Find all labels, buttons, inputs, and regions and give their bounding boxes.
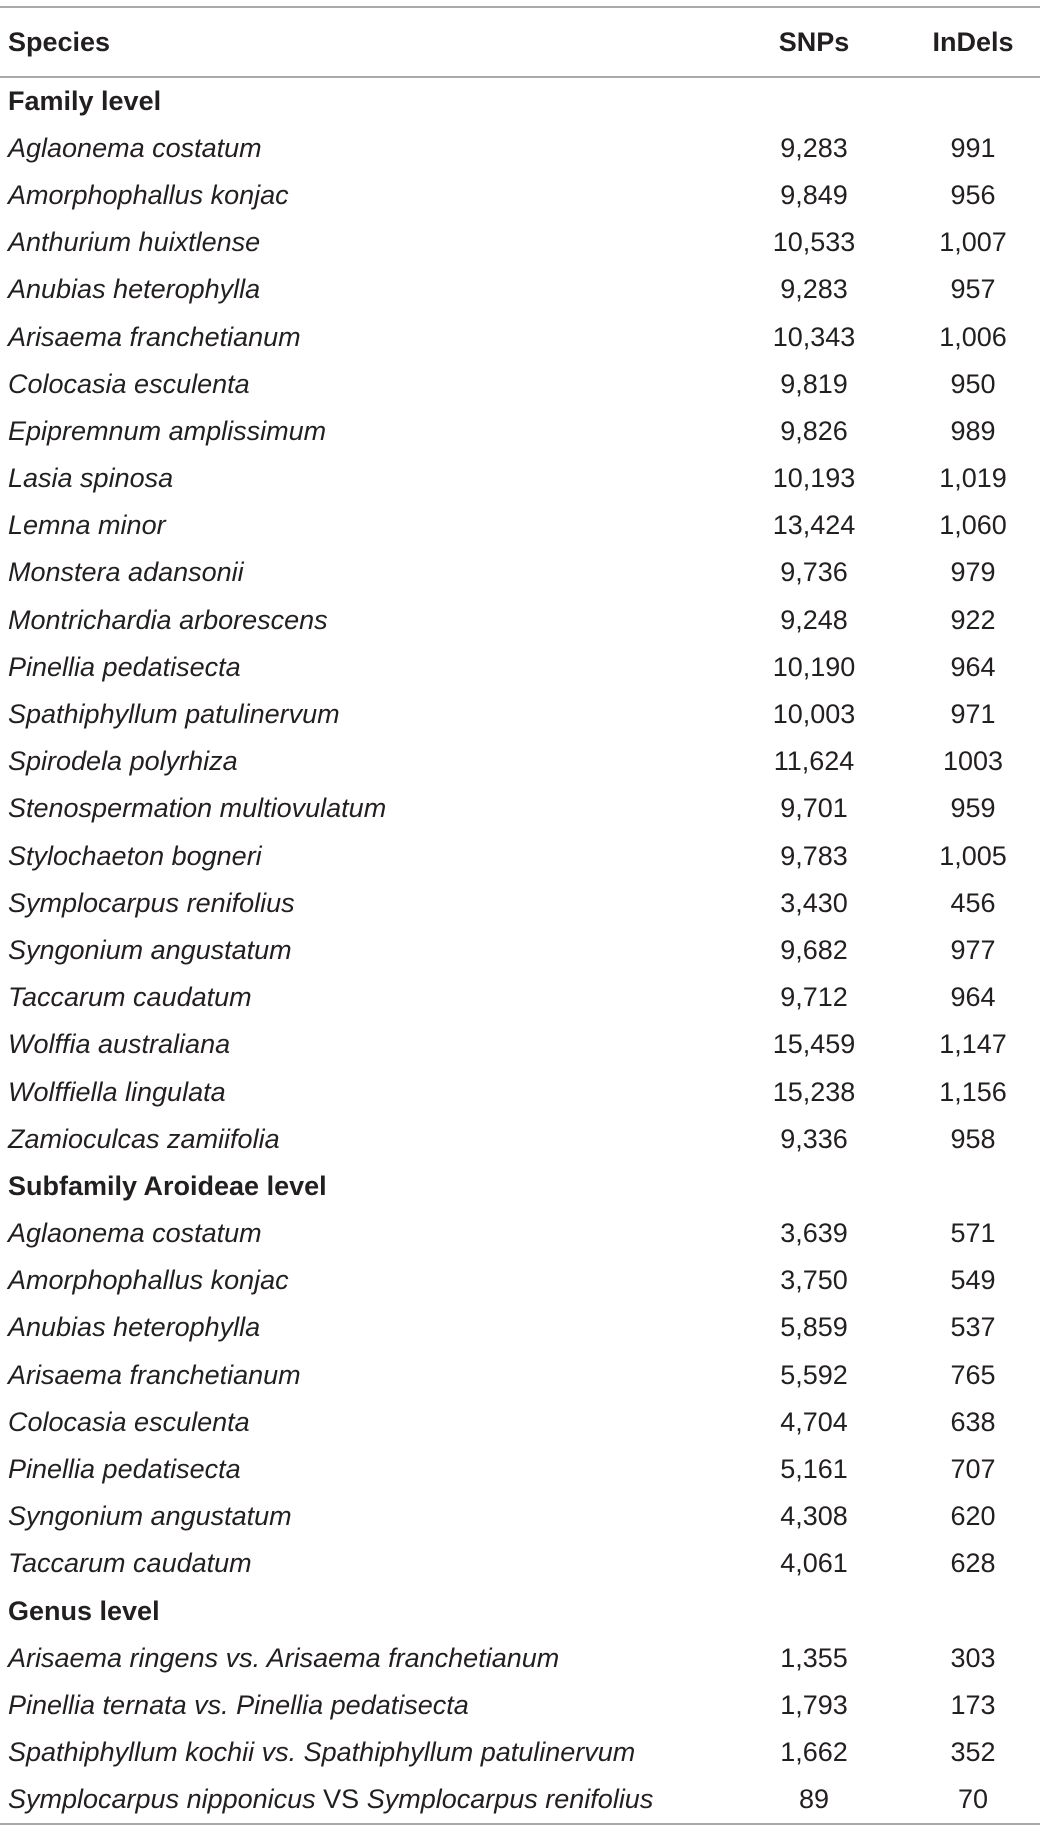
indels-cell: 989 (950, 415, 996, 446)
species-cell: Anubias heterophylla (8, 1312, 261, 1343)
table-row (0, 1021, 1040, 1068)
comparison-separator: VS (315, 1784, 367, 1815)
snps-cell: 10,193 (772, 463, 856, 494)
species-cell: Pinellia ternata vs. Pinellia pedatisecta (8, 1689, 469, 1720)
section-header-row (0, 78, 1040, 125)
table-row (0, 549, 1040, 596)
table-row (0, 1257, 1040, 1304)
section-title: Family level (8, 85, 162, 116)
indels-cell: 964 (950, 982, 996, 1013)
table-row (0, 455, 1040, 502)
snps-cell: 9,248 (780, 604, 848, 635)
species-cell: Lemna minor (8, 510, 166, 541)
indels-cell: 571 (950, 1218, 996, 1249)
species-cell: Stylochaeton bogneri (8, 840, 262, 871)
species-cell: Arisaema franchetianum (8, 321, 301, 352)
species-cell: Taccarum caudatum (8, 1548, 252, 1579)
snps-cell: 15,238 (772, 1076, 856, 1107)
table-row (0, 313, 1040, 360)
indels-cell: 765 (950, 1359, 996, 1390)
indels-cell: 957 (950, 274, 996, 305)
section-header-row (0, 1163, 1040, 1210)
header-species: Species (8, 26, 111, 57)
snps-cell: 9,701 (780, 793, 848, 824)
table-row (0, 172, 1040, 219)
species-cell: Stenospermation multiovulatum (8, 793, 387, 824)
species-cell: Monstera adansonii (8, 557, 244, 588)
species-cell: Zamioculcas zamiifolia (8, 1123, 280, 1154)
snps-cell: 15,459 (772, 1029, 856, 1060)
table-row (0, 1210, 1040, 1257)
snps-cell: 3,430 (780, 887, 848, 918)
species-cell: Syngonium angustatum (8, 1501, 292, 1532)
species-cell: Syngonium angustatum (8, 934, 292, 965)
indels-cell: 971 (950, 699, 996, 730)
snps-cell: 9,283 (780, 132, 848, 163)
table-bottom-rule (0, 1823, 1040, 1825)
indels-cell: 620 (950, 1501, 996, 1532)
species-cell: Spathiphyllum patulinervum (8, 699, 340, 730)
species-cell: Arisaema ringens vs. Arisaema franchetianum (8, 1642, 560, 1673)
snps-cell: 4,308 (780, 1501, 848, 1532)
indels-cell: 977 (950, 934, 996, 965)
indels-cell: 628 (950, 1548, 996, 1579)
section-header-row (0, 1588, 1040, 1635)
table-row (0, 1776, 1040, 1823)
indels-cell: 1,147 (939, 1029, 1007, 1060)
table-row (0, 1352, 1040, 1399)
snps-cell: 4,704 (780, 1406, 848, 1437)
table-row (0, 1540, 1040, 1587)
header-snps: SNPs (778, 26, 850, 57)
indels-cell: 956 (950, 179, 996, 210)
indels-cell: 707 (950, 1454, 996, 1485)
snps-cell: 1,662 (780, 1737, 848, 1768)
snps-cell: 5,592 (780, 1359, 848, 1390)
indels-cell: 1,005 (939, 840, 1007, 871)
data-table (0, 6, 1040, 1825)
species-cell: Colocasia esculenta (8, 368, 250, 399)
snps-cell: 9,849 (780, 179, 848, 210)
indels-cell: 991 (950, 132, 996, 163)
table-row (0, 1399, 1040, 1446)
snps-cell: 9,826 (780, 415, 848, 446)
species-cell: Aglaonema costatum (8, 1218, 262, 1249)
snps-cell: 3,639 (780, 1218, 848, 1249)
species-cell: Arisaema franchetianum (8, 1359, 301, 1390)
table-row (0, 1068, 1040, 1115)
table-row (0, 1116, 1040, 1163)
snps-cell: 10,343 (772, 321, 856, 352)
snps-cell: 5,161 (780, 1454, 848, 1485)
table-row (0, 1635, 1040, 1682)
table-row (0, 785, 1040, 832)
species-cell: Amorphophallus konjac (8, 179, 289, 210)
species-cell: Spathiphyllum kochii vs. Spathiphyllum patulinervum (8, 1737, 636, 1768)
section-title: Genus level (8, 1595, 160, 1626)
indels-cell: 1,060 (939, 510, 1007, 541)
indels-cell: 950 (950, 368, 996, 399)
indels-cell: 638 (950, 1406, 996, 1437)
species-cell: Epipremnum amplissimum (8, 415, 327, 446)
table-row (0, 833, 1040, 880)
header-indels: InDels (932, 26, 1014, 57)
species-cell (0, 1786, 722, 1813)
snps-cell: 10,533 (772, 227, 856, 258)
species-cell: Anubias heterophylla (8, 274, 261, 305)
table-row (0, 219, 1040, 266)
snps-cell: 9,783 (780, 840, 848, 871)
snps-cell: 10,003 (772, 699, 856, 730)
indels-cell: 1,007 (939, 227, 1007, 258)
species-cell: Taccarum caudatum (8, 982, 252, 1013)
indels-cell: 1,006 (939, 321, 1007, 352)
indels-cell: 352 (950, 1737, 996, 1768)
snps-cell: 9,283 (780, 274, 848, 305)
indels-cell: 303 (950, 1642, 996, 1673)
snps-cell: 9,336 (780, 1123, 848, 1154)
snps-cell: 9,736 (780, 557, 848, 588)
species-cell: Aglaonema costatum (8, 132, 262, 163)
species-cell: Wolffia australiana (8, 1029, 231, 1060)
snps-cell: 1,793 (780, 1689, 848, 1720)
species-name: Symplocarpus renifolius (366, 1784, 654, 1815)
table-row (0, 927, 1040, 974)
indels-cell: 1,019 (939, 463, 1007, 494)
species-cell: Pinellia pedatisecta (8, 651, 241, 682)
table-row (0, 1729, 1040, 1776)
species-cell: Spirodela polyrhiza (8, 746, 238, 777)
species-cell: Montrichardia arborescens (8, 604, 328, 635)
species-cell: Colocasia esculenta (8, 1406, 250, 1437)
snps-cell: 1,355 (780, 1642, 848, 1673)
table-row (0, 644, 1040, 691)
indels-cell: 1,156 (939, 1076, 1007, 1107)
table-row (0, 1493, 1040, 1540)
species-cell: Symplocarpus renifolius (8, 887, 295, 918)
indels-cell: 70 (957, 1784, 989, 1815)
table-row (0, 738, 1040, 785)
indels-cell: 549 (950, 1265, 996, 1296)
indels-cell: 964 (950, 651, 996, 682)
snps-cell: 11,624 (773, 746, 855, 777)
table-row (0, 361, 1040, 408)
table-body (0, 78, 1040, 1824)
snps-cell: 4,061 (780, 1548, 848, 1579)
species-name: Symplocarpus nipponicus (8, 1784, 316, 1815)
indels-cell: 959 (950, 793, 996, 824)
table-row (0, 880, 1040, 927)
table-row (0, 974, 1040, 1021)
snps-cell: 9,682 (780, 934, 848, 965)
indels-cell: 958 (950, 1123, 996, 1154)
table-header-row (0, 8, 1040, 76)
species-cell: Pinellia pedatisecta (8, 1454, 241, 1485)
snps-cell: 13,424 (772, 510, 856, 541)
indels-cell: 173 (950, 1689, 996, 1720)
indels-cell: 1003 (942, 746, 1004, 777)
table-row (0, 1682, 1040, 1729)
snps-cell: 89 (798, 1784, 830, 1815)
table-row (0, 266, 1040, 313)
snps-cell: 9,819 (780, 368, 848, 399)
snps-cell: 9,712 (780, 982, 848, 1013)
indels-cell: 922 (950, 604, 996, 635)
species-cell: Lasia spinosa (8, 463, 174, 494)
table-row (0, 125, 1040, 172)
table-row (0, 1446, 1040, 1493)
table-row (0, 691, 1040, 738)
snps-cell: 5,859 (780, 1312, 848, 1343)
species-cell: Wolffiella lingulata (8, 1076, 226, 1107)
indels-cell: 456 (950, 887, 996, 918)
snps-cell: 3,750 (780, 1265, 848, 1296)
table-row (0, 1304, 1040, 1351)
indels-cell: 537 (950, 1312, 996, 1343)
indels-cell: 979 (950, 557, 996, 588)
snps-cell: 10,190 (772, 651, 856, 682)
species-cell: Amorphophallus konjac (8, 1265, 289, 1296)
species-cell: Anthurium huixtlense (8, 227, 261, 258)
table-row (0, 502, 1040, 549)
section-title: Subfamily Aroideae level (8, 1170, 327, 1201)
table-row (0, 597, 1040, 644)
table-row (0, 408, 1040, 455)
